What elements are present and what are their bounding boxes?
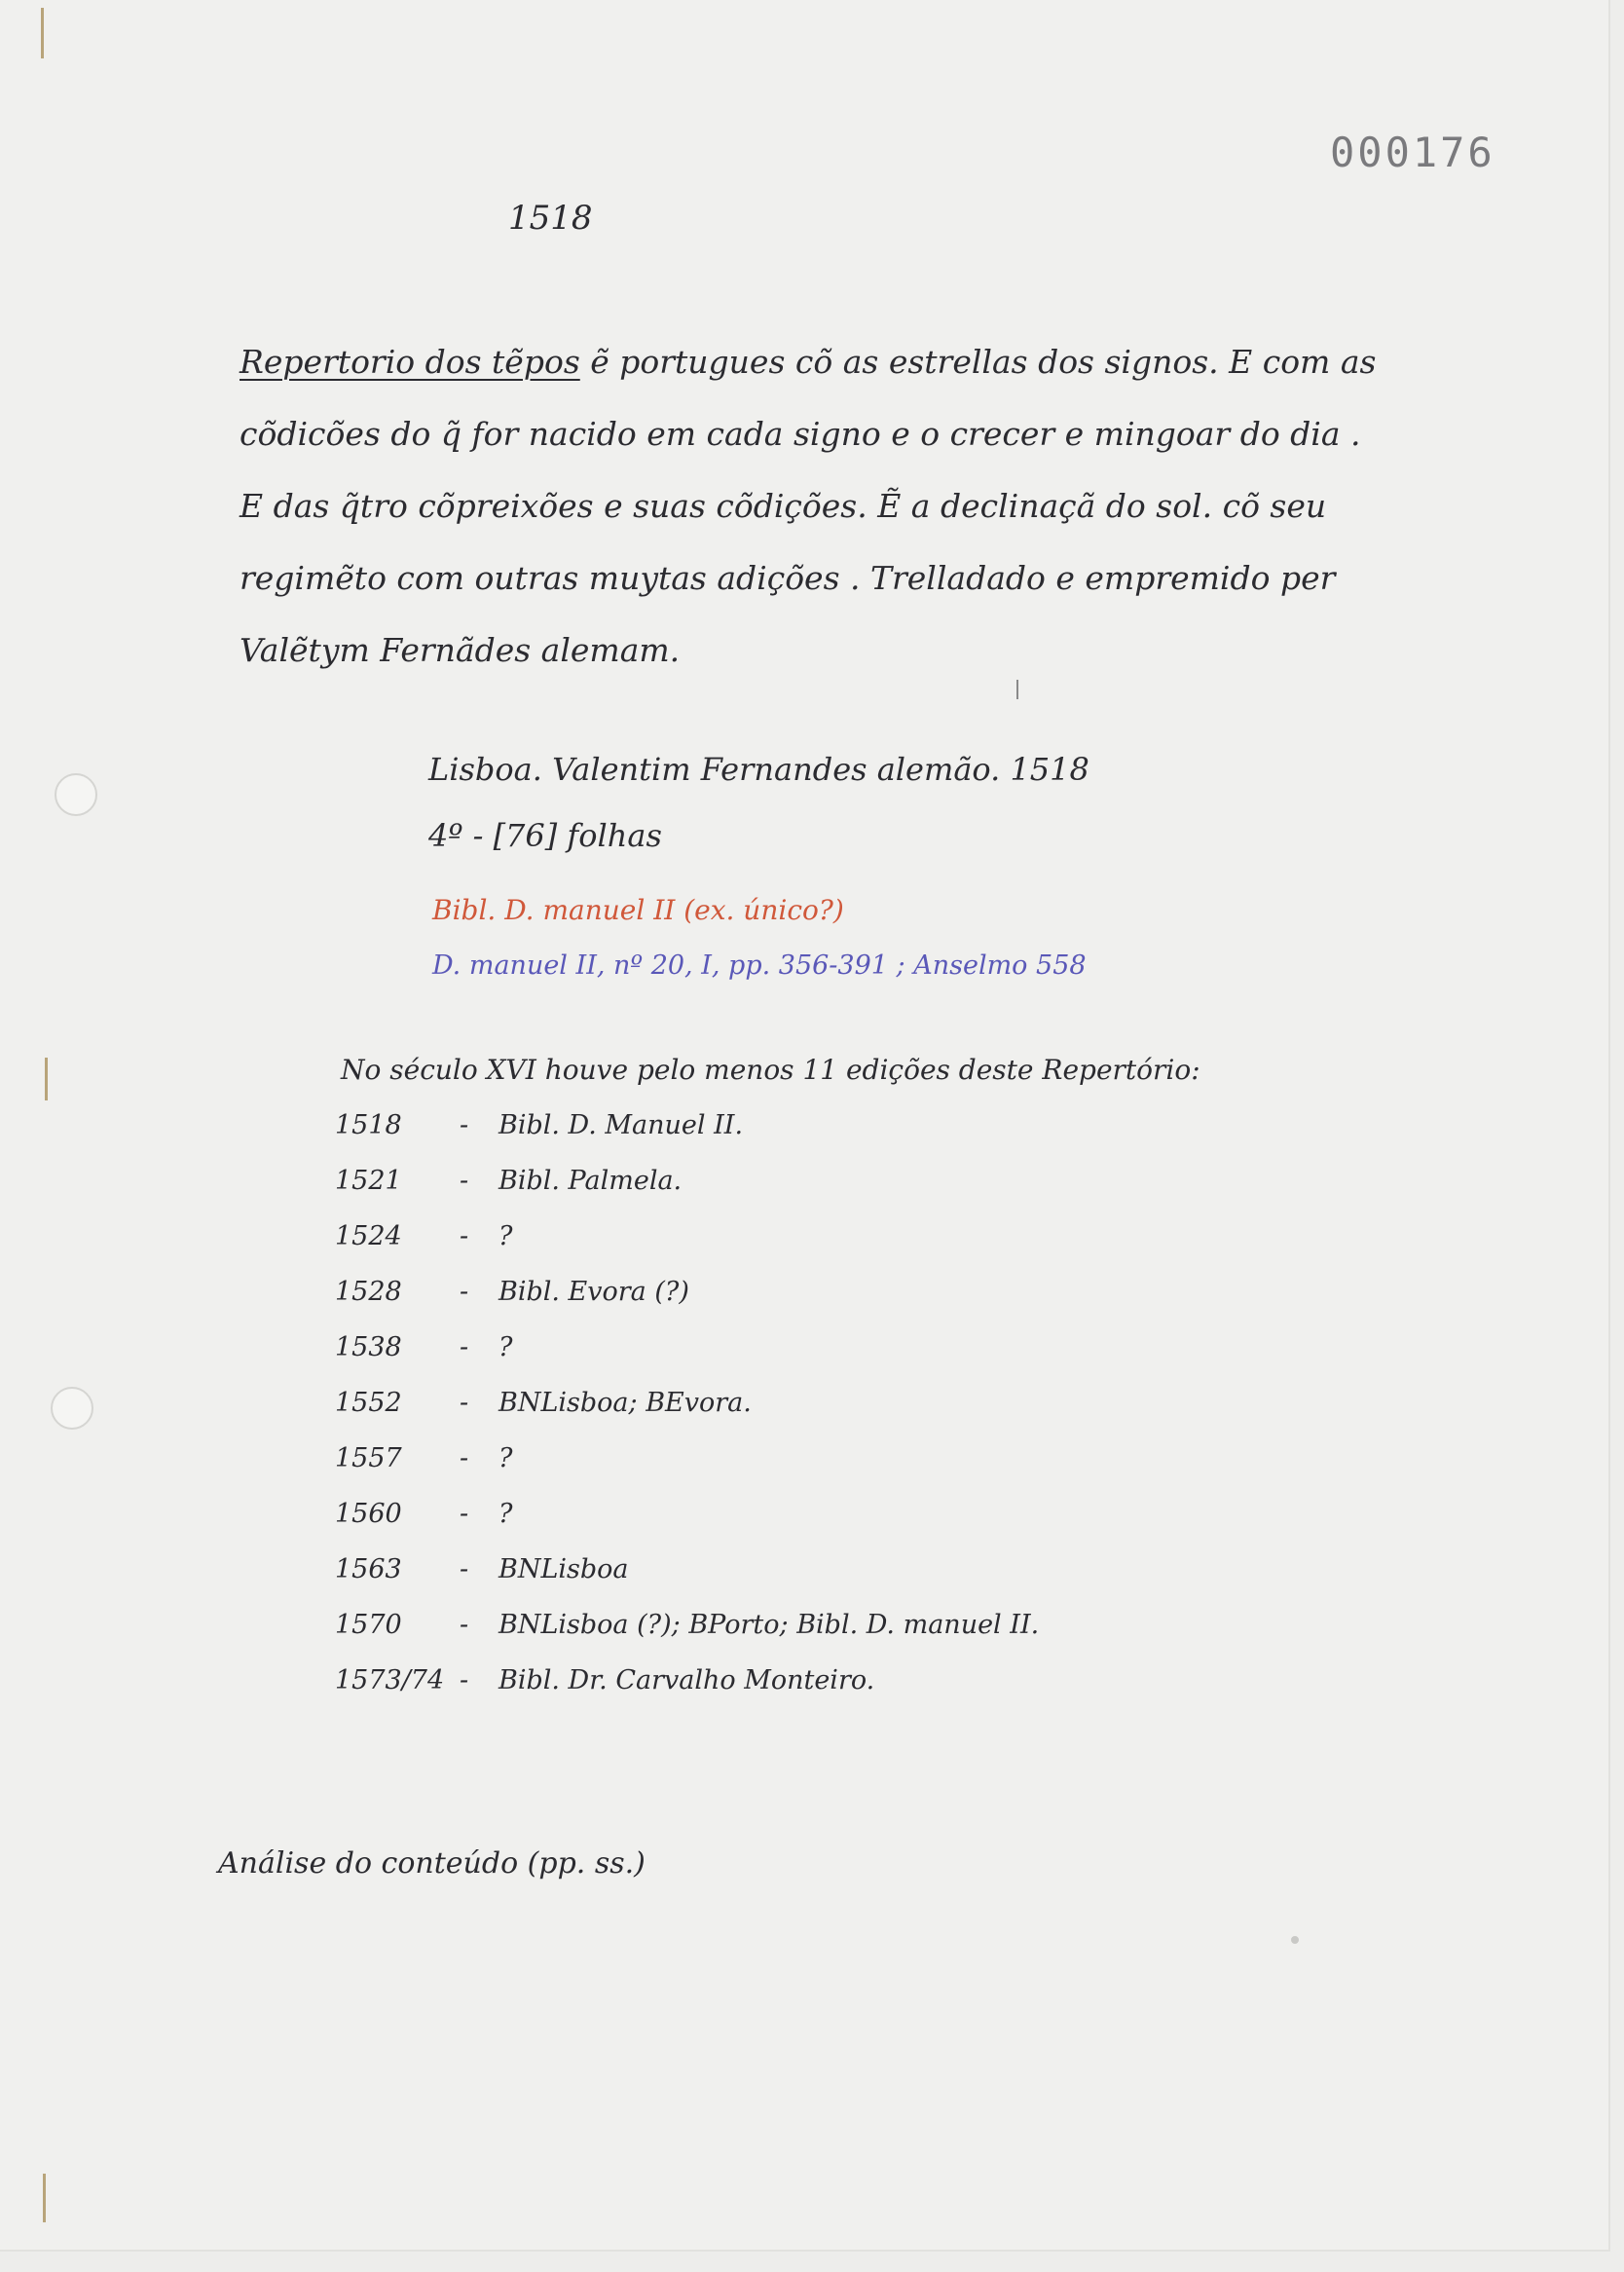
- edition-year: 1518: [335, 1110, 402, 1140]
- bibliographic-reference: D. manuel II, nº 20, I, pp. 356-391 ; Anselmo 558: [432, 950, 1087, 981]
- punch-hole: [51, 1387, 93, 1430]
- edition-dash: -: [460, 1110, 469, 1140]
- title-line: [240, 470, 1505, 542]
- analysis-note: Análise do conteúdo (pp. ss.): [218, 1846, 646, 1881]
- title-text: ẽ portugues cõ as estrellas dos signos. E com as: [579, 343, 1377, 381]
- title-text: regimẽto com outras muytas adições . Trelladado e empremido per: [240, 559, 1336, 597]
- title-line: [240, 326, 1505, 398]
- library-holding-note: Bibl. D. manuel II (ex. único?): [432, 894, 844, 926]
- title-text: cõdicões do q̃ for nacido em cada signo e o crecer e mingoar do dia .: [240, 415, 1361, 453]
- edge-mark: [41, 8, 44, 58]
- edition-dash: -: [460, 1610, 469, 1640]
- edge-mark: [43, 2174, 46, 2222]
- edition-year: 1570: [335, 1610, 402, 1640]
- title-underlined: Repertorio dos tẽpos: [240, 343, 580, 381]
- edition-dash: -: [460, 1277, 469, 1307]
- edition-location: Bibl. Dr. Carvalho Monteiro.: [498, 1665, 875, 1695]
- edition-dash: -: [460, 1443, 469, 1473]
- edition-year: 1557: [335, 1443, 402, 1473]
- edition-dash: -: [460, 1499, 469, 1529]
- edition-location: Bibl. Palmela.: [498, 1166, 683, 1196]
- edition-dash: -: [460, 1388, 469, 1418]
- edition-dash: -: [460, 1554, 469, 1584]
- edition-year: 1552: [335, 1388, 402, 1418]
- title-text: E das q̃tro cõpreixões e suas cõdições. Ẽ a declinaçã do sol. cõ seu: [240, 487, 1327, 525]
- year-heading: 1518: [508, 199, 593, 238]
- editions-intro: No século XVI houve pelo menos 11 edições deste Repertório:: [341, 1054, 1200, 1086]
- edition-location: ?: [498, 1443, 513, 1473]
- edition-year: 1528: [335, 1277, 402, 1307]
- archive-stamp-number: 000176: [1330, 129, 1495, 176]
- title-line: [240, 542, 1505, 615]
- title-line: [240, 398, 1505, 470]
- edition-location: ?: [498, 1332, 513, 1362]
- edition-location: Bibl. D. Manuel II.: [498, 1110, 744, 1140]
- punch-hole: [55, 773, 97, 816]
- edition-location: ?: [498, 1499, 513, 1529]
- title-transcription: [240, 326, 1505, 687]
- edition-year: 1573/74: [335, 1665, 445, 1695]
- edition-year: 1521: [335, 1166, 402, 1196]
- edition-year: 1563: [335, 1554, 402, 1584]
- paper-speck: [1291, 1936, 1299, 1944]
- edition-location: BNLisboa: [498, 1554, 629, 1584]
- edition-location: ?: [498, 1221, 513, 1251]
- edition-year: 1538: [335, 1332, 402, 1362]
- edition-dash: -: [460, 1332, 469, 1362]
- edition-dash: -: [460, 1665, 469, 1695]
- imprint-place: Lisboa. Valentim Fernandes alemão. 1518: [428, 751, 1089, 788]
- edition-location: BNLisboa (?); BPorto; Bibl. D. manuel II.: [498, 1610, 1040, 1640]
- edition-location: Bibl. Evora (?): [498, 1277, 689, 1307]
- imprint-block: [428, 736, 1089, 869]
- edition-year: 1560: [335, 1499, 402, 1529]
- imprint-format: 4º - [76] folhas: [428, 817, 662, 854]
- title-line: [240, 615, 1505, 687]
- edition-dash: -: [460, 1221, 469, 1251]
- edition-year: 1524: [335, 1221, 402, 1251]
- title-text: Valẽtym Fernãdes alemam.: [240, 631, 681, 669]
- edition-location: BNLisboa; BEvora.: [498, 1388, 752, 1418]
- edition-dash: -: [460, 1166, 469, 1196]
- edge-mark: [45, 1058, 48, 1100]
